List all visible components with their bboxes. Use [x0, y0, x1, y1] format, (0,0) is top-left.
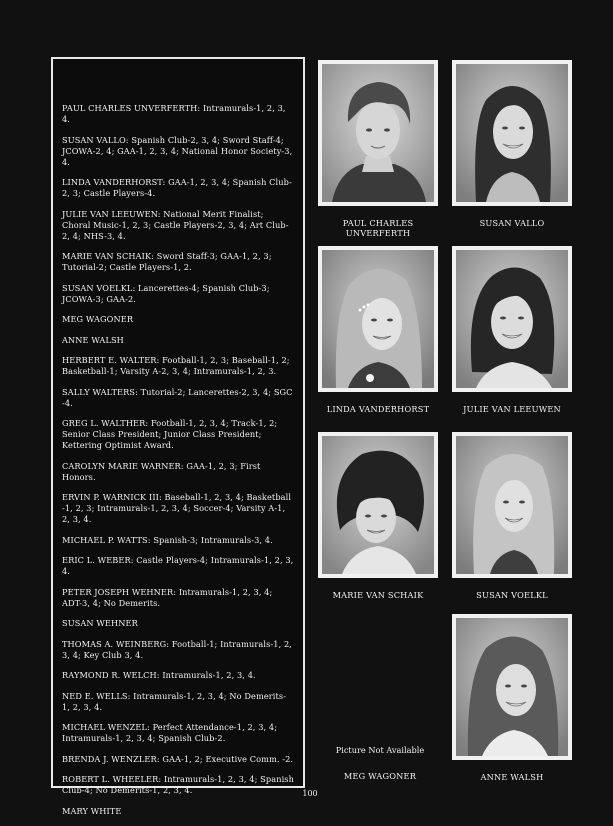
portrait-caption: SUSAN VOELKL [476, 590, 548, 600]
picture-not-available-note: Picture Not Available [335, 745, 425, 755]
portrait-caption: ANNE WALSH [480, 772, 544, 782]
portrait-photo [456, 250, 568, 388]
photo-frame [452, 432, 572, 578]
portrait-photo [322, 64, 434, 202]
activities-panel [51, 57, 305, 816]
portrait-photo [322, 250, 434, 388]
list-item: SUSAN VALLO: Spanish Club-2, 3, 4; Sword Staff-4; JCOWA-2, 4; GAA-1, 2, 3, 4; National Honor Society-3, 4. [62, 134, 293, 167]
list-item: ERIC L. WEBER: Castle Players-4; Intramurals-1, 2, 3, 4. [62, 555, 294, 576]
portrait-photo [456, 436, 568, 574]
activities-list [62, 103, 294, 826]
portrait-caption: LINDA VANDERHORST [326, 404, 430, 414]
list-item: MEG WAGONER [62, 314, 134, 324]
photo-frame [452, 60, 572, 206]
portrait-photo [456, 64, 568, 202]
list-item: MARIE VAN SCHAIK: Sword Staff-3; GAA-1, 2, 3; Tutorial-2; Castle Players-1, 2. [62, 251, 272, 272]
list-item: ANNE WALSH [62, 334, 124, 345]
list-item: ROBERT L. WHEELER: Intramurals-1, 2, 3, 4; Spanish Club-4; No Demerits-1, 2, 3, 4. [62, 774, 294, 795]
list-item: JULIE VAN LEEUWEN: National Merit Finalist; Choral Music-1, 2, 3; Castle Players-2, 3, 4; Art Club-2, 4; NHS-3, 4. [62, 208, 289, 241]
list-item: LINDA VANDERHORST: GAA-1, 2, 3, 4; Spanish Club-2, 3; Castle Players-4. [62, 177, 292, 198]
list-item: SALLY WALTERS: Tutorial-2; Lancerettes-2, 3, 4; SGC -4. [62, 386, 293, 408]
list-item: NED E. WELLS: Intramurals-1, 2, 3, 4; No Demerits-1, 2, 3, 4. [62, 690, 287, 712]
portrait-photo [456, 618, 568, 756]
photo-frame [452, 246, 572, 392]
list-item: BRENDA J. WENZLER: GAA-1, 2; Executive Comm. -2. [62, 753, 294, 764]
list-item: MICHAEL P. WATTS: Spanish-3; Intramurals-3, 4. [62, 534, 273, 545]
list-item: GREG L. WALTHER: Football-1, 2, 3, 4; Track-1, 2; Senior Class President; Junior Class President; Kettering Optimist Award. [62, 418, 278, 450]
photo-frame [318, 246, 438, 392]
page-number: 100 [302, 789, 318, 798]
photo-frame [452, 614, 572, 760]
list-item: MICHAEL WENZEL: Perfect Attendance-1, 2, 3, 4; Intramurals-1, 2, 3, 4; Spanish Club-2. [62, 722, 278, 743]
portrait-photo [322, 436, 434, 574]
photo-frame [318, 432, 438, 578]
photo-frame [318, 60, 438, 206]
list-item: RAYMOND R. WELCH: Intramurals-1, 2, 3, 4. [62, 670, 256, 680]
list-item: MARY WHITE [62, 805, 122, 816]
list-item: SUSAN WEHNER [62, 618, 138, 628]
list-item: HERBERT E. WALTER: Football-1, 2, 3; Baseball-1, 2; Basketball-1; Varsity A-2, 3, 4; Intramurals-1, 2, 3. [62, 355, 290, 376]
portrait-caption: JULIE VAN LEEUWEN [463, 404, 561, 414]
list-item: PETER JOSEPH WEHNER: Intramurals-1, 2, 3, 4; ADT-3, 4; No Demerits. [62, 586, 273, 608]
list-item: PAUL CHARLES UNVERFERTH: Intramurals-1, 2, 3, 4. [62, 103, 286, 124]
list-item: CAROLYN MARIE WARNER: GAA-1, 2, 3; First Honors. [62, 460, 261, 482]
list-item: SUSAN VOELKL: Lancerettes-4; Spanish Club-3; JCOWA-3; GAA-2. [62, 282, 270, 304]
portrait-caption: MARIE VAN SCHAIK [332, 590, 424, 600]
portrait-caption: PAUL CHARLES UNVERFERTH [342, 218, 414, 238]
list-item: ERVIN P. WARNICK III: Baseball-1, 2, 3, 4; Basketball -1, 2, 3; Intramurals-1, 2, 3, 4; Soccer-4; Varsity A-1, 2, 3, 4. [62, 492, 292, 524]
portrait-caption: SUSAN VALLO [479, 218, 545, 228]
portrait-caption: MEG WAGONER [343, 771, 417, 781]
list-item: THOMAS A. WEINBERG: Football-1; Intramurals-1, 2, 3, 4; Key Club 3, 4. [62, 638, 293, 660]
